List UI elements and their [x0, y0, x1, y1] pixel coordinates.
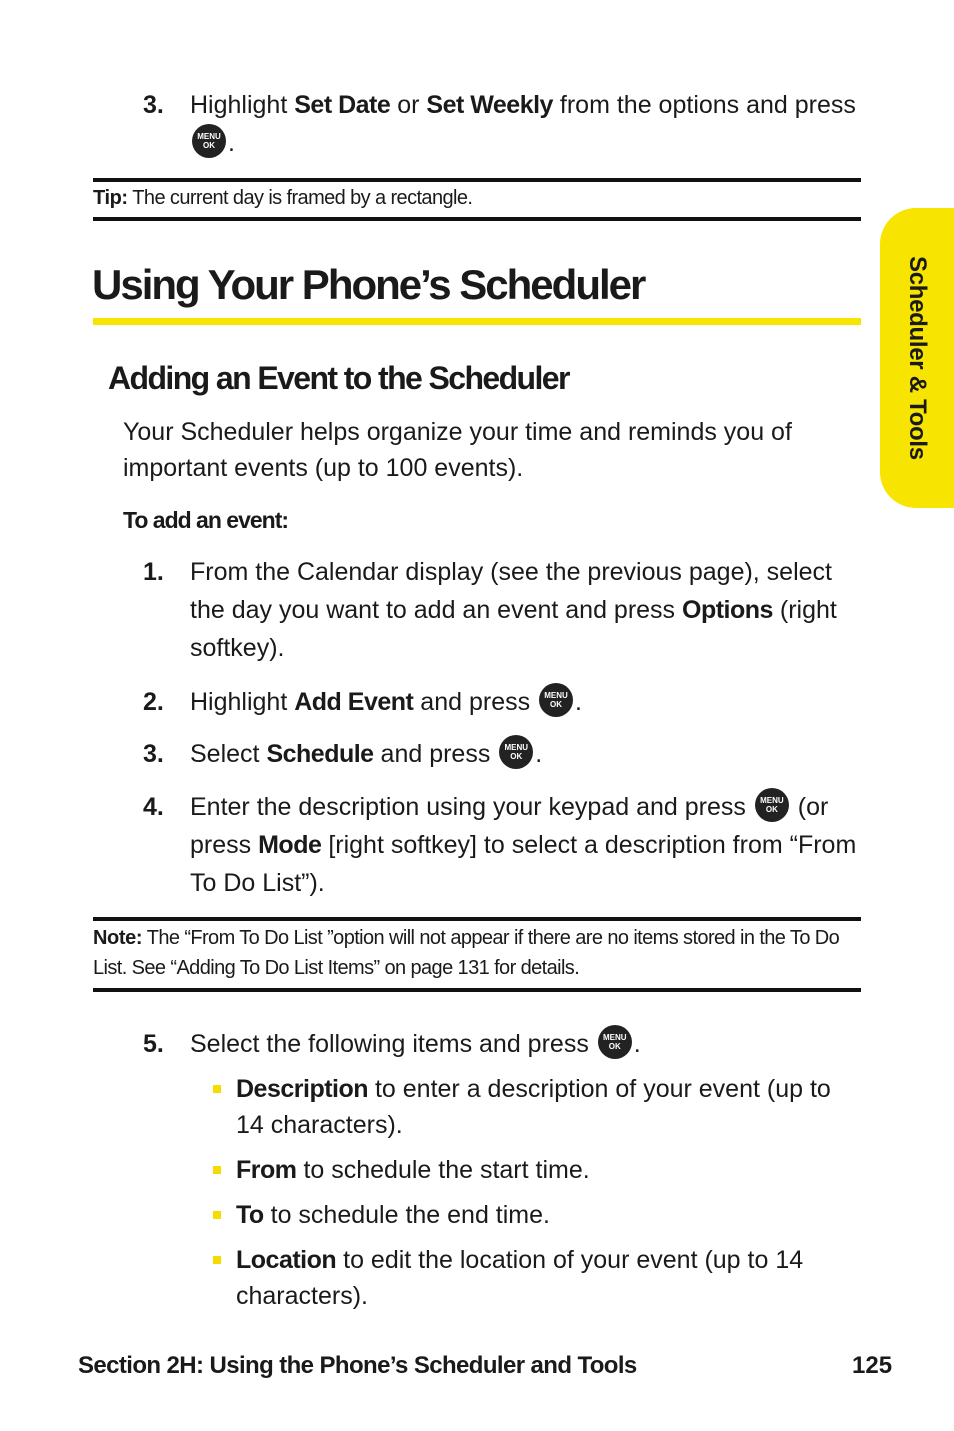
tip-text: Tip: The current day is framed by a rectangle. [93, 187, 473, 209]
tip-rule-top [93, 178, 861, 182]
list-item: Location to edit the location of your event (up to 14 characters). [236, 1246, 804, 1310]
add-event-label: Add Event [294, 688, 414, 716]
schedule-label: Schedule [266, 740, 374, 768]
side-tab-label: Scheduler & Tools [904, 256, 931, 460]
set-weekly-label: Set Weekly [426, 91, 553, 119]
list-item: From to schedule the start time. [236, 1156, 590, 1184]
step-5: 5. Select the following items and press MENU OK . [0, 1025, 954, 1065]
bullet-square-icon [213, 1166, 221, 1174]
step-2: 2. Highlight Add Event and press MENU OK . [0, 683, 954, 723]
mode-label: Mode [258, 831, 322, 859]
step-text: Highlight Set Date or Set Weekly from the options and press MENU OK . [190, 91, 856, 157]
step-4: 4. Enter the description using your keypad and press MENU OK (or press Mode [right softkey] to select a description from “From To Do List”). [0, 788, 954, 908]
note-text: Note: The “From To Do List ”option will not appear if there are no items stored in the To Do List. See “Adding To Do List Items” on page 131 for details. [93, 927, 840, 979]
note-rule-top [93, 917, 861, 921]
bullet-square-icon [213, 1211, 221, 1219]
options-label: Options [682, 596, 773, 624]
menu-ok-key-icon: MENU OK [598, 1025, 632, 1059]
page-number: 125 [852, 1352, 893, 1379]
menu-ok-key-icon: MENU OK [192, 124, 226, 158]
step-number: 3. [143, 91, 164, 119]
list-item: Description to enter a description of your event (up to 14 characters). [236, 1075, 831, 1139]
menu-ok-key-icon: MENU OK [499, 735, 533, 769]
menu-ok-key-icon: MENU OK [539, 683, 573, 717]
intro-paragraph: Your Scheduler helps organize your time and reminds you of important events (up to 100 events). [123, 418, 792, 482]
note-rule-bottom [93, 988, 861, 992]
title-underline [93, 318, 861, 325]
set-date-label: Set Date [294, 91, 391, 119]
step-3: 3. Select Schedule and press MENU OK . [0, 735, 954, 775]
step-1: 1. From the Calendar display (see the previous page), select the day you want to add an event and press Options (right softkey). [143, 558, 837, 662]
bullet-square-icon [213, 1085, 221, 1093]
procedure-label: To add an event: [123, 507, 289, 533]
section-heading: Adding an Event to the Scheduler [108, 360, 569, 396]
top-step [0, 86, 954, 166]
tip-rule-bottom [93, 217, 861, 221]
list-item: To to schedule the end time. [236, 1201, 550, 1229]
menu-ok-key-icon: MENU OK [755, 788, 789, 822]
page-title: Using Your Phone’s Scheduler [92, 261, 645, 308]
footer-section-title: Section 2H: Using the Phone’s Scheduler and Tools [78, 1352, 637, 1379]
bullet-square-icon [213, 1256, 221, 1264]
